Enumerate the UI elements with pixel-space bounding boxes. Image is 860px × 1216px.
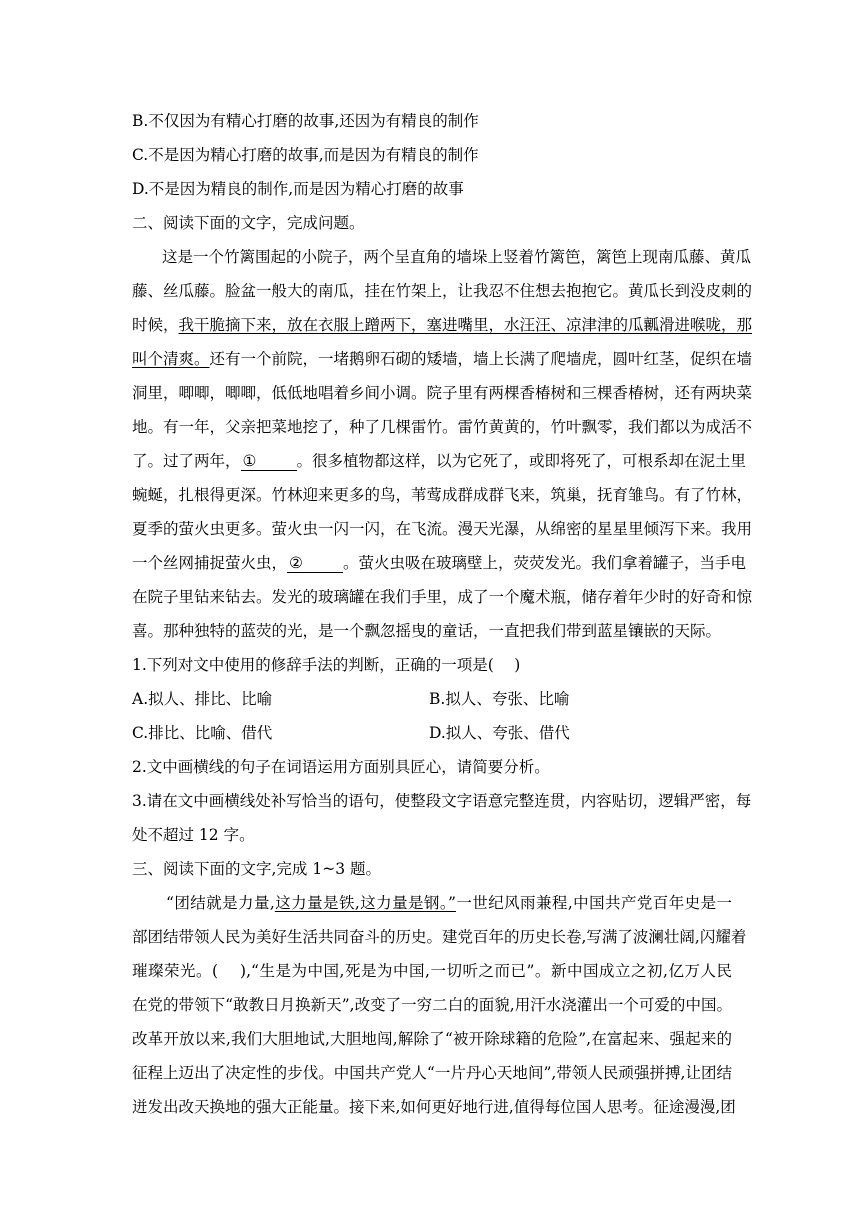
q1-option-b: B.拟人、夸张、比喻: [429, 690, 570, 708]
underlined-sentence: 叫个清爽。: [132, 350, 210, 368]
passage-line: 夏季的萤火虫更多。萤火虫一闪一闪，在飞流。漫天光瀑，从绵密的星星里倾泻下来。我用: [132, 520, 753, 538]
passage-line: 喜。那种独特的蓝荧的光，是一个飘忽摇曳的童话，一直把我们带到蓝星镶嵌的天际。: [132, 622, 722, 640]
q1-option-d: D.拟人、夸张、借代: [429, 724, 570, 742]
passage-line: 蜿蜒，扎根得更深。竹林迎来更多的鸟，苇莺成群成群飞来，筑巢，抚育雏鸟。有了竹林，: [132, 486, 753, 504]
passage-line: [132, 553, 747, 573]
option-d: D.不是因为精良的制作,而是因为精心打磨的故事: [132, 180, 464, 198]
question-1-stem: 1.下列对文中使用的修辞手法的判断，正确的一项是( ): [132, 656, 521, 674]
question-3-line: 处不超过 12 字。: [132, 826, 255, 844]
passage-text: 一个丝网捕捉萤火虫，: [132, 554, 288, 572]
passage-line: 在院子里钻来钻去。发光的玻璃罐在我们手里，成了一个魔术瓶，储存着年少时的好奇和惊: [132, 588, 753, 606]
fill-blank-1: ①: [241, 452, 297, 471]
q1-option-a: A.拟人、排比、比喻: [132, 690, 273, 708]
passage-text: “团结就是力量,: [166, 894, 275, 912]
passage-text: 还有一个前院，一堵鹅卵石砌的矮墙，墙上长满了爬墙虎，圆叶红茎，促织在墙: [209, 350, 753, 368]
passage-line: [132, 451, 747, 471]
passage-text: 时候，: [132, 316, 179, 334]
passage-line: 征程上迈出了决定性的步伐。中国共产党人“一片丹心天地间”,带领人民顽强拼搏,让团结: [132, 1064, 732, 1082]
passage-line: [166, 893, 732, 913]
passage-line: 改革开放以来,我们大胆地试,大胆地闯,解除了“被开除球籍的危险”,在富起来、强起来的: [132, 1030, 732, 1048]
question-2: 2.文中画横线的句子在词语运用方面别具匠心，请简要分析。: [132, 758, 550, 776]
passage-line: 部团结带领人民为美好生活共同奋斗的历史。建党百年的历史长卷,写满了波澜壮阔,闪耀着: [132, 928, 747, 946]
passage-text: 了。过了两年，: [132, 452, 241, 470]
passage-line: 迸发出改天换地的强大正能量。接下来,如何更好地行进,值得每位国人思考。征途漫漫,团: [132, 1098, 736, 1116]
passage-line: 璀璨荣光。( ),“生是为中国,死是为中国,一切听之而已”。新中国成立之初,亿万人民: [132, 962, 732, 980]
passage-text: 一世纪风雨兼程,中国共产党百年史是一: [455, 894, 732, 912]
option-c: C.不是因为精心打磨的故事,而是因为有精良的制作: [132, 146, 479, 164]
section-heading-2: 二、阅读下面的文字，完成问题。: [132, 214, 365, 232]
underlined-sentence: 我干脆摘下来，放在衣服上蹭两下，塞进嘴里，水汪汪、凉津津的瓜瓤滑进喉咙，那: [178, 316, 753, 334]
passage-line: 这是一个竹篱围起的小院子，两个呈直角的墙垛上竖着竹篱笆，篱笆上现南瓜藤、黄瓜: [162, 248, 752, 266]
underlined-quote: 这力量是铁,这力量是钢。”: [274, 894, 456, 912]
fill-blank-2: ②: [287, 554, 343, 573]
passage-line: 洞里，唧唧，唧唧，低低地唱着乡间小调。院子里有两棵香椿树和三棵香椿树，还有两块菜: [132, 384, 753, 402]
passage-line: [132, 349, 753, 369]
question-3-line: 3.请在文中画横线处补写恰当的语句，使整段文字语意完整连贯，内容贴切，逻辑严密，每: [132, 792, 752, 810]
passage-line: 在党的带领下“敢教日月换新天”,改变了一穷二白的面貌,用汗水浇灌出一个可爱的中国。: [132, 996, 732, 1014]
passage-text: 。萤火虫吸在玻璃壁上，荧荧发光。我们拿着罐子，当手电: [343, 554, 747, 572]
passage-text: 。很多植物都这样，以为它死了，或即将死了，可根系却在泥土里: [296, 452, 747, 470]
passage-line: 地。有一年，父亲把菜地挖了，种了几棵雷竹。雷竹黄黄的，竹叶飘零，我们都以为成活不: [132, 418, 753, 436]
passage-line: [132, 315, 753, 335]
option-b: B.不仅因为有精心打磨的故事,还因为有精良的制作: [132, 112, 479, 130]
q1-option-c: C.排比、比喻、借代: [132, 724, 273, 742]
passage-line: 藤、丝瓜藤。脸盆一般大的南瓜，挂在竹架上，让我忍不住想去抱抱它。黄瓜长到没皮刺的: [132, 282, 753, 300]
section-heading-3: 三、阅读下面的文字,完成 1~3 题。: [132, 860, 381, 878]
